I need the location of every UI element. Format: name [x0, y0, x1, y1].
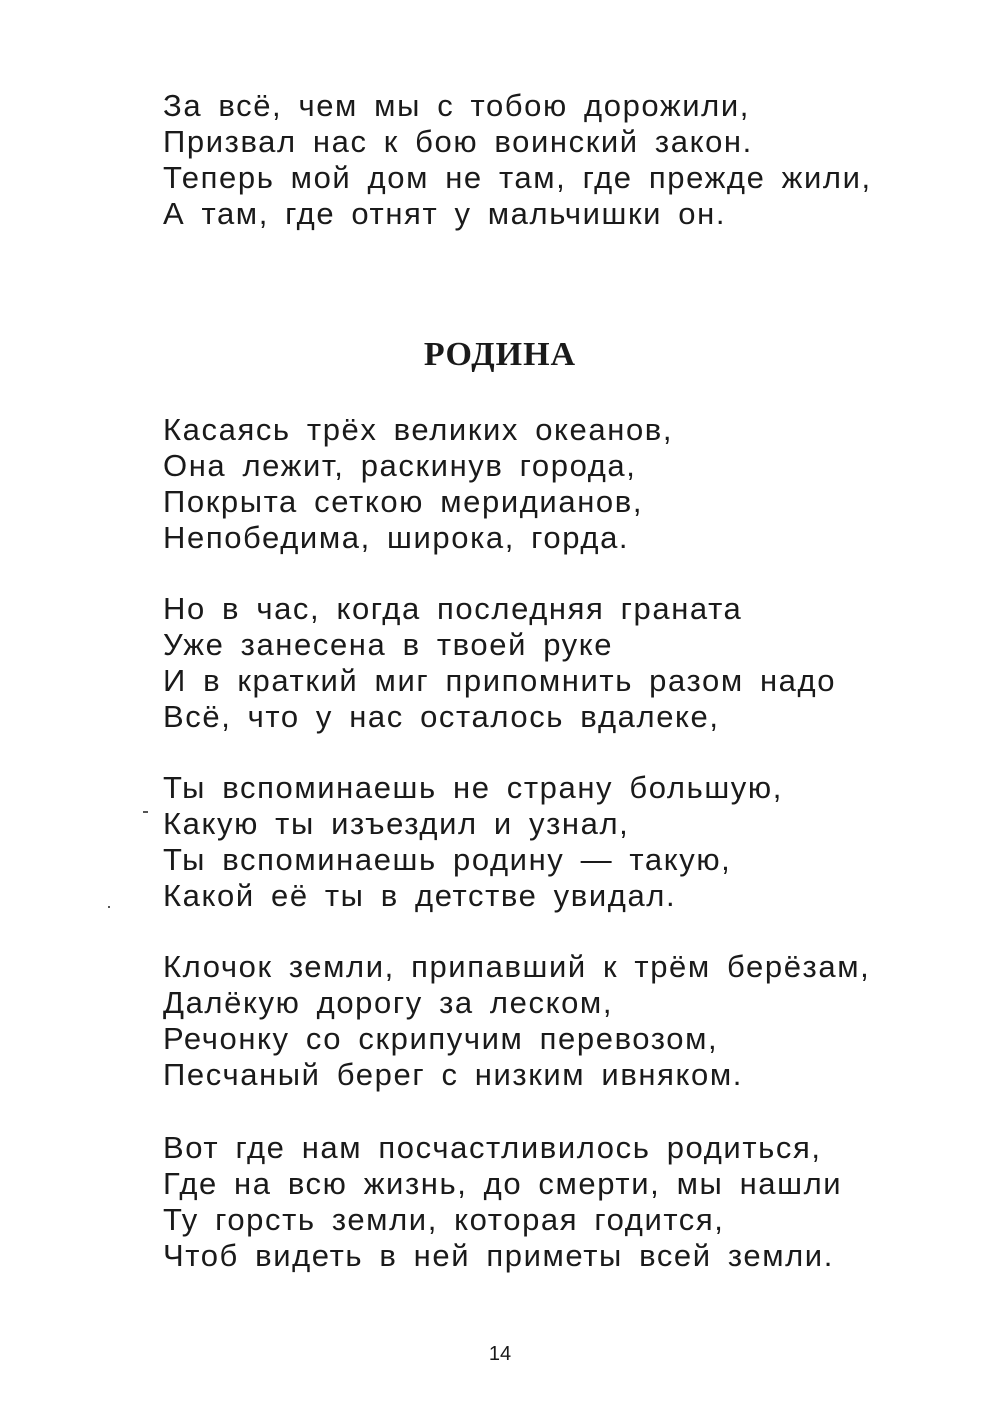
poem-line: Далёкую дорогу за леском,	[163, 985, 614, 1020]
poem-line: Ту горсть земли, которая годится,	[163, 1202, 725, 1237]
poem-line: Непобедима, широка, горда.	[163, 520, 630, 555]
poem-line: И в краткий миг припомнить разом надо	[163, 663, 837, 698]
poem-line: Клочок земли, припавший к трём берёзам,	[163, 949, 871, 984]
poem-line: За всё, чем мы с тобою дорожили,	[163, 88, 750, 123]
poem-line: Теперь мой дом не там, где прежде жили,	[163, 160, 872, 195]
stanza-4	[163, 949, 870, 1093]
poem-line: Чтоб видеть в ней приметы всей земли.	[163, 1238, 834, 1273]
page-number: 14	[488, 1343, 512, 1365]
poem-line: Покрыта сеткою меридианов,	[163, 484, 644, 519]
poem-line: Речонку со скрипучим перевозом,	[163, 1021, 719, 1056]
stanza-5	[163, 1130, 842, 1274]
stanza-3	[163, 770, 783, 914]
poem-line: Она лежит, раскинув города,	[163, 448, 637, 483]
poem-line: Вот где нам посчастливилось родиться,	[163, 1130, 822, 1165]
poem-line: Ты вспоминаешь родину — такую,	[163, 842, 732, 877]
stanza-2	[163, 591, 836, 735]
poem-line: Какой её ты в детстве увидал.	[163, 878, 677, 913]
scan-speck	[108, 906, 110, 908]
scan-speck	[143, 811, 148, 813]
intro-stanza	[163, 88, 872, 232]
poem-line: Какую ты изъездил и узнал,	[163, 806, 630, 841]
poem-title: РОДИНА	[423, 336, 577, 373]
poem-line: Где на всю жизнь, до смерти, мы нашли	[163, 1166, 843, 1201]
stanza-1	[163, 412, 673, 556]
poem-line: Касаясь трёх великих океанов,	[163, 412, 674, 447]
poem-line: Призвал нас к бою воинский закон.	[163, 124, 753, 159]
poem-line: Всё, что у нас осталось вдалеке,	[163, 699, 720, 734]
poem-line: Но в час, когда последняя граната	[163, 591, 743, 626]
poem-line: А там, где отнят у мальчишки он.	[163, 196, 727, 231]
poem-line: Песчаный берег с низким ивняком.	[163, 1057, 743, 1092]
poem-line: Ты вспоминаешь не страну большую,	[163, 770, 783, 805]
poem-line: Уже занесена в твоей руке	[163, 627, 614, 662]
